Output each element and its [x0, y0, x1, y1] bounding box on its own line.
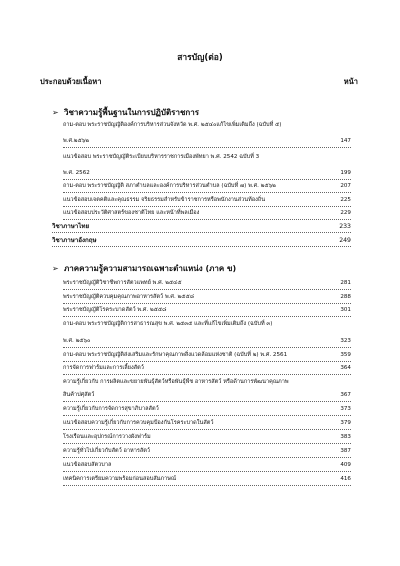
toc-entry: พระราชบัญญัติควบคุมคุณภาพอาหารสัตว์ พ.ศ. ๒๕๕๘ 288	[63, 292, 351, 304]
toc-entry: ความรู้ทั่วไปเกี่ยวกับสัตว์ อาหารสัตว์ 387	[63, 446, 351, 458]
page-number: 281	[338, 278, 351, 289]
section-heading	[52, 262, 236, 275]
toc-entry: พ.ศ. 2562 199	[63, 168, 351, 180]
page-number: 229	[338, 208, 351, 219]
page-title: สารบัญ(ต่อ)	[177, 53, 223, 63]
toc-entry: การจัดการฟาร์มและการเลี้ยงสัตว์ 364	[63, 363, 351, 375]
section-title: ภาคความรู้ความสามารถเฉพาะตำแหน่ง (ภาค ข)	[64, 264, 237, 273]
toc-entry: โรงเรือนและอุปกรณ์การวางผังฟาร์ม 383	[63, 432, 351, 444]
page-number: 367	[338, 390, 351, 401]
page-number: 323	[338, 336, 351, 347]
page-number: 379	[338, 418, 351, 429]
page-number: 301	[338, 305, 351, 316]
section-title: วิชาความรู้พื้นฐานในการปฏิบัติราชการ	[64, 108, 200, 117]
page-number: 373	[338, 404, 351, 415]
toc-entry: เทคนิคการเตรียมความพร้อมก่อนสอบสัมภาษณ์ 416	[63, 474, 351, 486]
toc-entry: พ.ศ.๒๕๖๒ 147	[63, 136, 351, 148]
toc-entry: แนวข้อสอบความรู้เกี่ยวกับการควบคุมป้องกันโรคระบาดในสัตว์ 379	[63, 418, 351, 430]
page-number: 288	[338, 292, 351, 303]
page-number: 249	[339, 237, 351, 244]
page-number: 383	[338, 432, 351, 443]
toc-entry: ความรู้เกี่ยวกับ การผลิตและขยายพันธุ์สัตว์หรือพันธุ์พืช อาหารสัตว์ หรือด้านการพัฒนาคุณภาพ	[63, 377, 351, 388]
page-number: 199	[338, 168, 351, 179]
toc-entry: ถาม-ตอบ พระราชบัญญัติส่งเสริมและรักษาคุณภาพสิ่งแวดล้อมแห่งชาติ (ฉบับที่ ๒) พ.ศ. 2561 359	[63, 350, 351, 362]
toc-entry: สินค้าปศุสัตว์ 367	[63, 390, 351, 402]
toc-entry: แนวข้อสอบสัตวบาล 409	[63, 460, 351, 472]
page-number: 364	[338, 363, 351, 374]
toc-entry: ถาม-ตอบ พระราชบัญญัติ สภาตำบลและองค์การบริหารส่วนตำบล (ฉบับที่ ๗) พ.ศ. ๒๕๖๒ 207	[63, 181, 351, 193]
toc-entry: ถาม-ตอบ พระราชบัญญัติองค์การบริหารส่วนจังหวัด พ.ศ. ๒๕๔๐แก้ไขเพิ่มเติมถึง (ฉบับที่ ๕)	[63, 120, 351, 131]
toc-entry: แนวข้อสอบ พระราชบัญญัติระเบียบบริหารราชการเมืองพัทยา พ.ศ. 2542 ฉบับที่ 3	[63, 152, 351, 163]
page-number: 147	[338, 136, 351, 147]
page-number: 409	[338, 460, 351, 471]
page-number: 225	[338, 195, 351, 206]
contents-header: ประกอบด้วยเนื้อหา	[40, 77, 102, 86]
section-heading	[52, 106, 199, 119]
toc-entry: แนวข้อสอบเจตคติและคุณธรรม จริยธรรมสำหรับข้าราชการหรือพนักงานส่วนท้องถิ่น 225	[63, 195, 351, 207]
page-number: 387	[338, 446, 351, 457]
toc-entry: พ.ศ. ๒๕๖๐ 323	[63, 336, 351, 348]
toc-entry: ความรู้เกี่ยวกับการจัดการสุขาภิบาลสัตว์ 373	[63, 404, 351, 416]
page-number: 207	[338, 181, 351, 192]
toc-entry: พระราชบัญญัติโรคระบาดสัตว์ พ.ศ. ๒๕๕๘ 301	[63, 305, 351, 317]
arrow-bullet-icon: ➢	[52, 108, 59, 117]
subject-entry: วิชาภาษาอังกฤษ 249	[52, 235, 351, 247]
page-number: 416	[338, 474, 351, 485]
toc-entry: ถาม-ตอบ พระราชบัญญัติการสาธารณสุข พ.ศ. ๒๕๓๕ และที่แก้ไขเพิ่มเติมถึง (ฉบับที่ ๓)	[63, 319, 351, 330]
toc-entry: พระราชบัญญัติวิชาชีพการสัตวแพทย์ พ.ศ. ๒๕๔๕ 281	[63, 278, 351, 290]
subject-entry: วิชาภาษาไทย 233	[52, 221, 351, 233]
toc-entry: แนวข้อสอบประวัติศาสตร์ของชาติไทย และหน้าที่พลเมือง 229	[63, 208, 351, 220]
page-number: 359	[338, 350, 351, 361]
page-number: 233	[339, 223, 351, 230]
arrow-bullet-icon: ➢	[52, 264, 59, 273]
page-header: หน้า	[343, 77, 358, 86]
